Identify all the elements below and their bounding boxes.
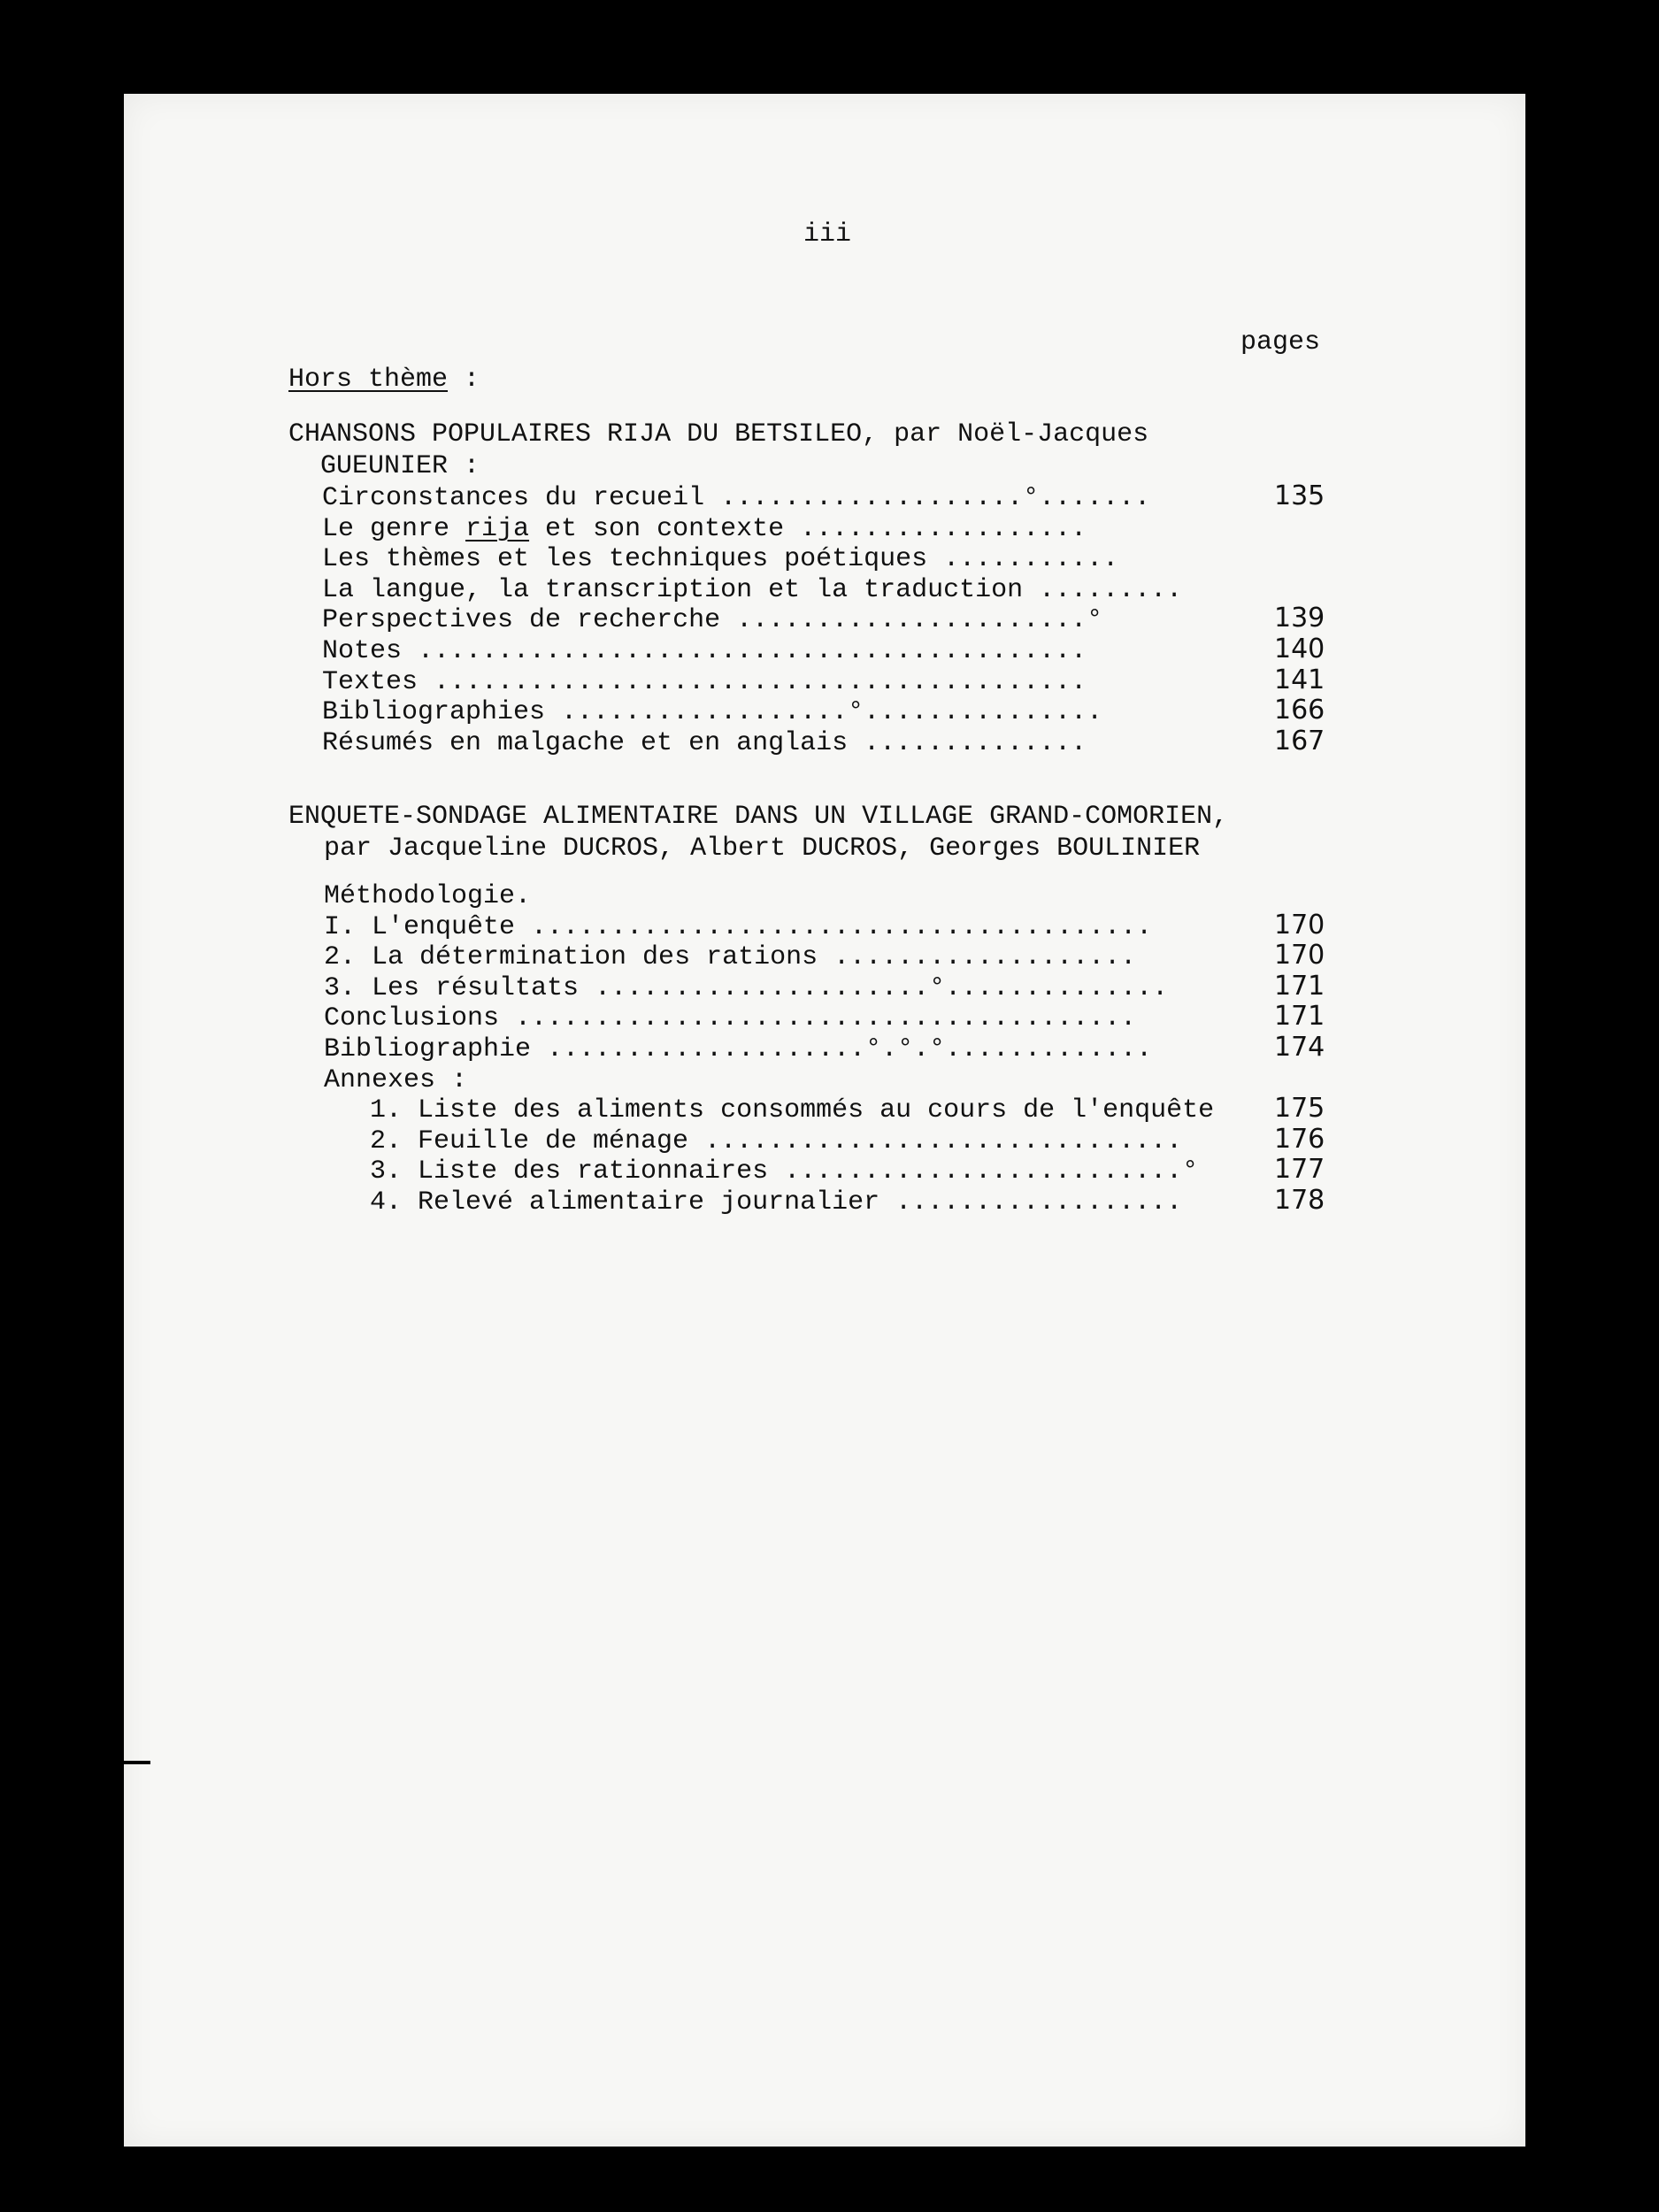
entry-title: 2. Feuille de ménage [370,1126,705,1156]
dot-leader: ................... [833,942,1137,972]
article2-title-line1: ENQUETE-SONDAGE ALIMENTAIRE DANS UN VILLAGE GRAND-COMORIEN, [288,802,1229,832]
entry-title: Bibliographie [324,1034,548,1064]
dot-leader: .................. [895,1187,1183,1217]
dot-leader: .........................° [784,1156,1199,1187]
dot-leader: .......................................... [418,636,1087,666]
page-ref: 166 [1274,695,1325,726]
toc-entry-a2-3 [324,973,1168,1003]
page-number: iii [803,219,852,250]
entry-title-rest: et son contexte [529,514,801,544]
article1-title-line2: GUEUNIER : [320,451,480,481]
toc-entry-a2-8 [370,1126,1182,1156]
entry-title: Perspectives de recherche [322,605,737,635]
entry-title: Notes [322,636,419,666]
page-ref: 141 [1274,664,1325,695]
toc-entry-a1-6 [322,667,1087,697]
article1-title-line1: CHANSONS POPULAIRES RIJA DU BETSILEO, par Noël-Jacques [288,419,1149,449]
page-ref: 170 [1274,910,1325,941]
show-through-text [389,527,1540,2076]
section-heading-colon: : [448,365,480,395]
dot-leader: .....................°.............. [595,973,1169,1003]
toc-entry-a1-5 [322,636,1087,666]
dot-leader: ....................................... [531,912,1153,942]
entry-title: Annexes : [324,1065,468,1095]
entry-title: 4. Relevé alimentaire journalier [370,1187,896,1217]
toc-entry-a2-2 [324,942,1136,972]
entry-title: 3. Les résultats [324,973,595,1003]
entry-title: Résumés en malgache et en anglais [322,728,864,758]
toc-entry-a2-6 [324,1065,467,1095]
toc-entry-a1-4 [322,605,1102,635]
dot-leader: ..................°............... [561,697,1103,727]
toc-entry-a2-5 [324,1034,1152,1064]
dot-leader: ....................°.°.°............. [547,1034,1153,1064]
dot-leader: .............. [864,728,1087,758]
entry-title: Conclusions [324,1003,516,1033]
entry-title-emphasis: rija [465,514,530,544]
section-heading [288,365,480,395]
page-ref: 175 [1274,1093,1325,1124]
page-edge-mark [124,1761,150,1764]
page-ref: 167 [1274,726,1325,757]
dot-leader: ....................................... [515,1003,1137,1033]
entry-title: Les thèmes et les techniques poétiques [322,544,944,574]
pages-column-label: pages [1240,327,1321,357]
page-ref: 140 [1274,634,1325,664]
dot-leader: ...................°....... [720,483,1151,513]
dot-leader: ........... [943,544,1119,574]
toc-entry-a2-0 [324,881,531,911]
page-ref: 174 [1274,1032,1325,1063]
entry-title: Le genre [322,514,466,544]
section-heading-text: Hors thème [288,365,449,395]
entry-title: Bibliographies [322,697,562,727]
dot-leader: .................. [800,514,1087,544]
toc-entry-a1-3 [322,575,1182,605]
entry-title: Circonstances du recueil [322,483,721,513]
toc-entry-a1-1 [322,514,1087,544]
toc-entry-a1-2 [322,544,1118,574]
toc-entry-a2-7 [370,1095,1214,1125]
toc-entry-a1-8 [322,728,1087,758]
page-ref: 171 [1274,1001,1325,1032]
page-ref: 139 [1274,603,1325,634]
page-ref: 176 [1274,1124,1325,1155]
toc-entry-a1-7 [322,697,1102,727]
page-ref: 170 [1274,940,1325,971]
dot-leader: ......................................... [434,667,1087,697]
entry-title: La langue, la transcription et la traduction [322,575,1040,605]
page-ref: 178 [1274,1185,1325,1216]
entry-title: 1. Liste des aliments consommés au cours de l'enquête [370,1095,1215,1125]
page-ref: 177 [1274,1154,1325,1185]
toc-entry-a2-4 [324,1003,1136,1033]
toc-entry-a1-0 [322,483,1150,513]
entry-title: Méthodologie. [324,881,532,911]
dot-leader: ......... [1039,575,1183,605]
entry-title: Textes [322,667,434,697]
article2-title-line2: par Jacqueline DUCROS, Albert DUCROS, Georges BOULINIER [324,833,1201,864]
toc-entry-a2-1 [324,912,1152,942]
entry-title: 3. Liste des rationnaires [370,1156,785,1187]
page-ref: 135 [1274,480,1325,511]
dot-leader: ......................° [736,605,1103,635]
toc-entry-a2-10 [370,1187,1182,1217]
page-ref: 171 [1274,971,1325,1002]
entry-title: I. L'enquête [324,912,532,942]
entry-title: 2. La détermination des rations [324,942,834,972]
dot-leader: .............................. [704,1126,1183,1156]
toc-entry-a2-9 [370,1156,1198,1187]
